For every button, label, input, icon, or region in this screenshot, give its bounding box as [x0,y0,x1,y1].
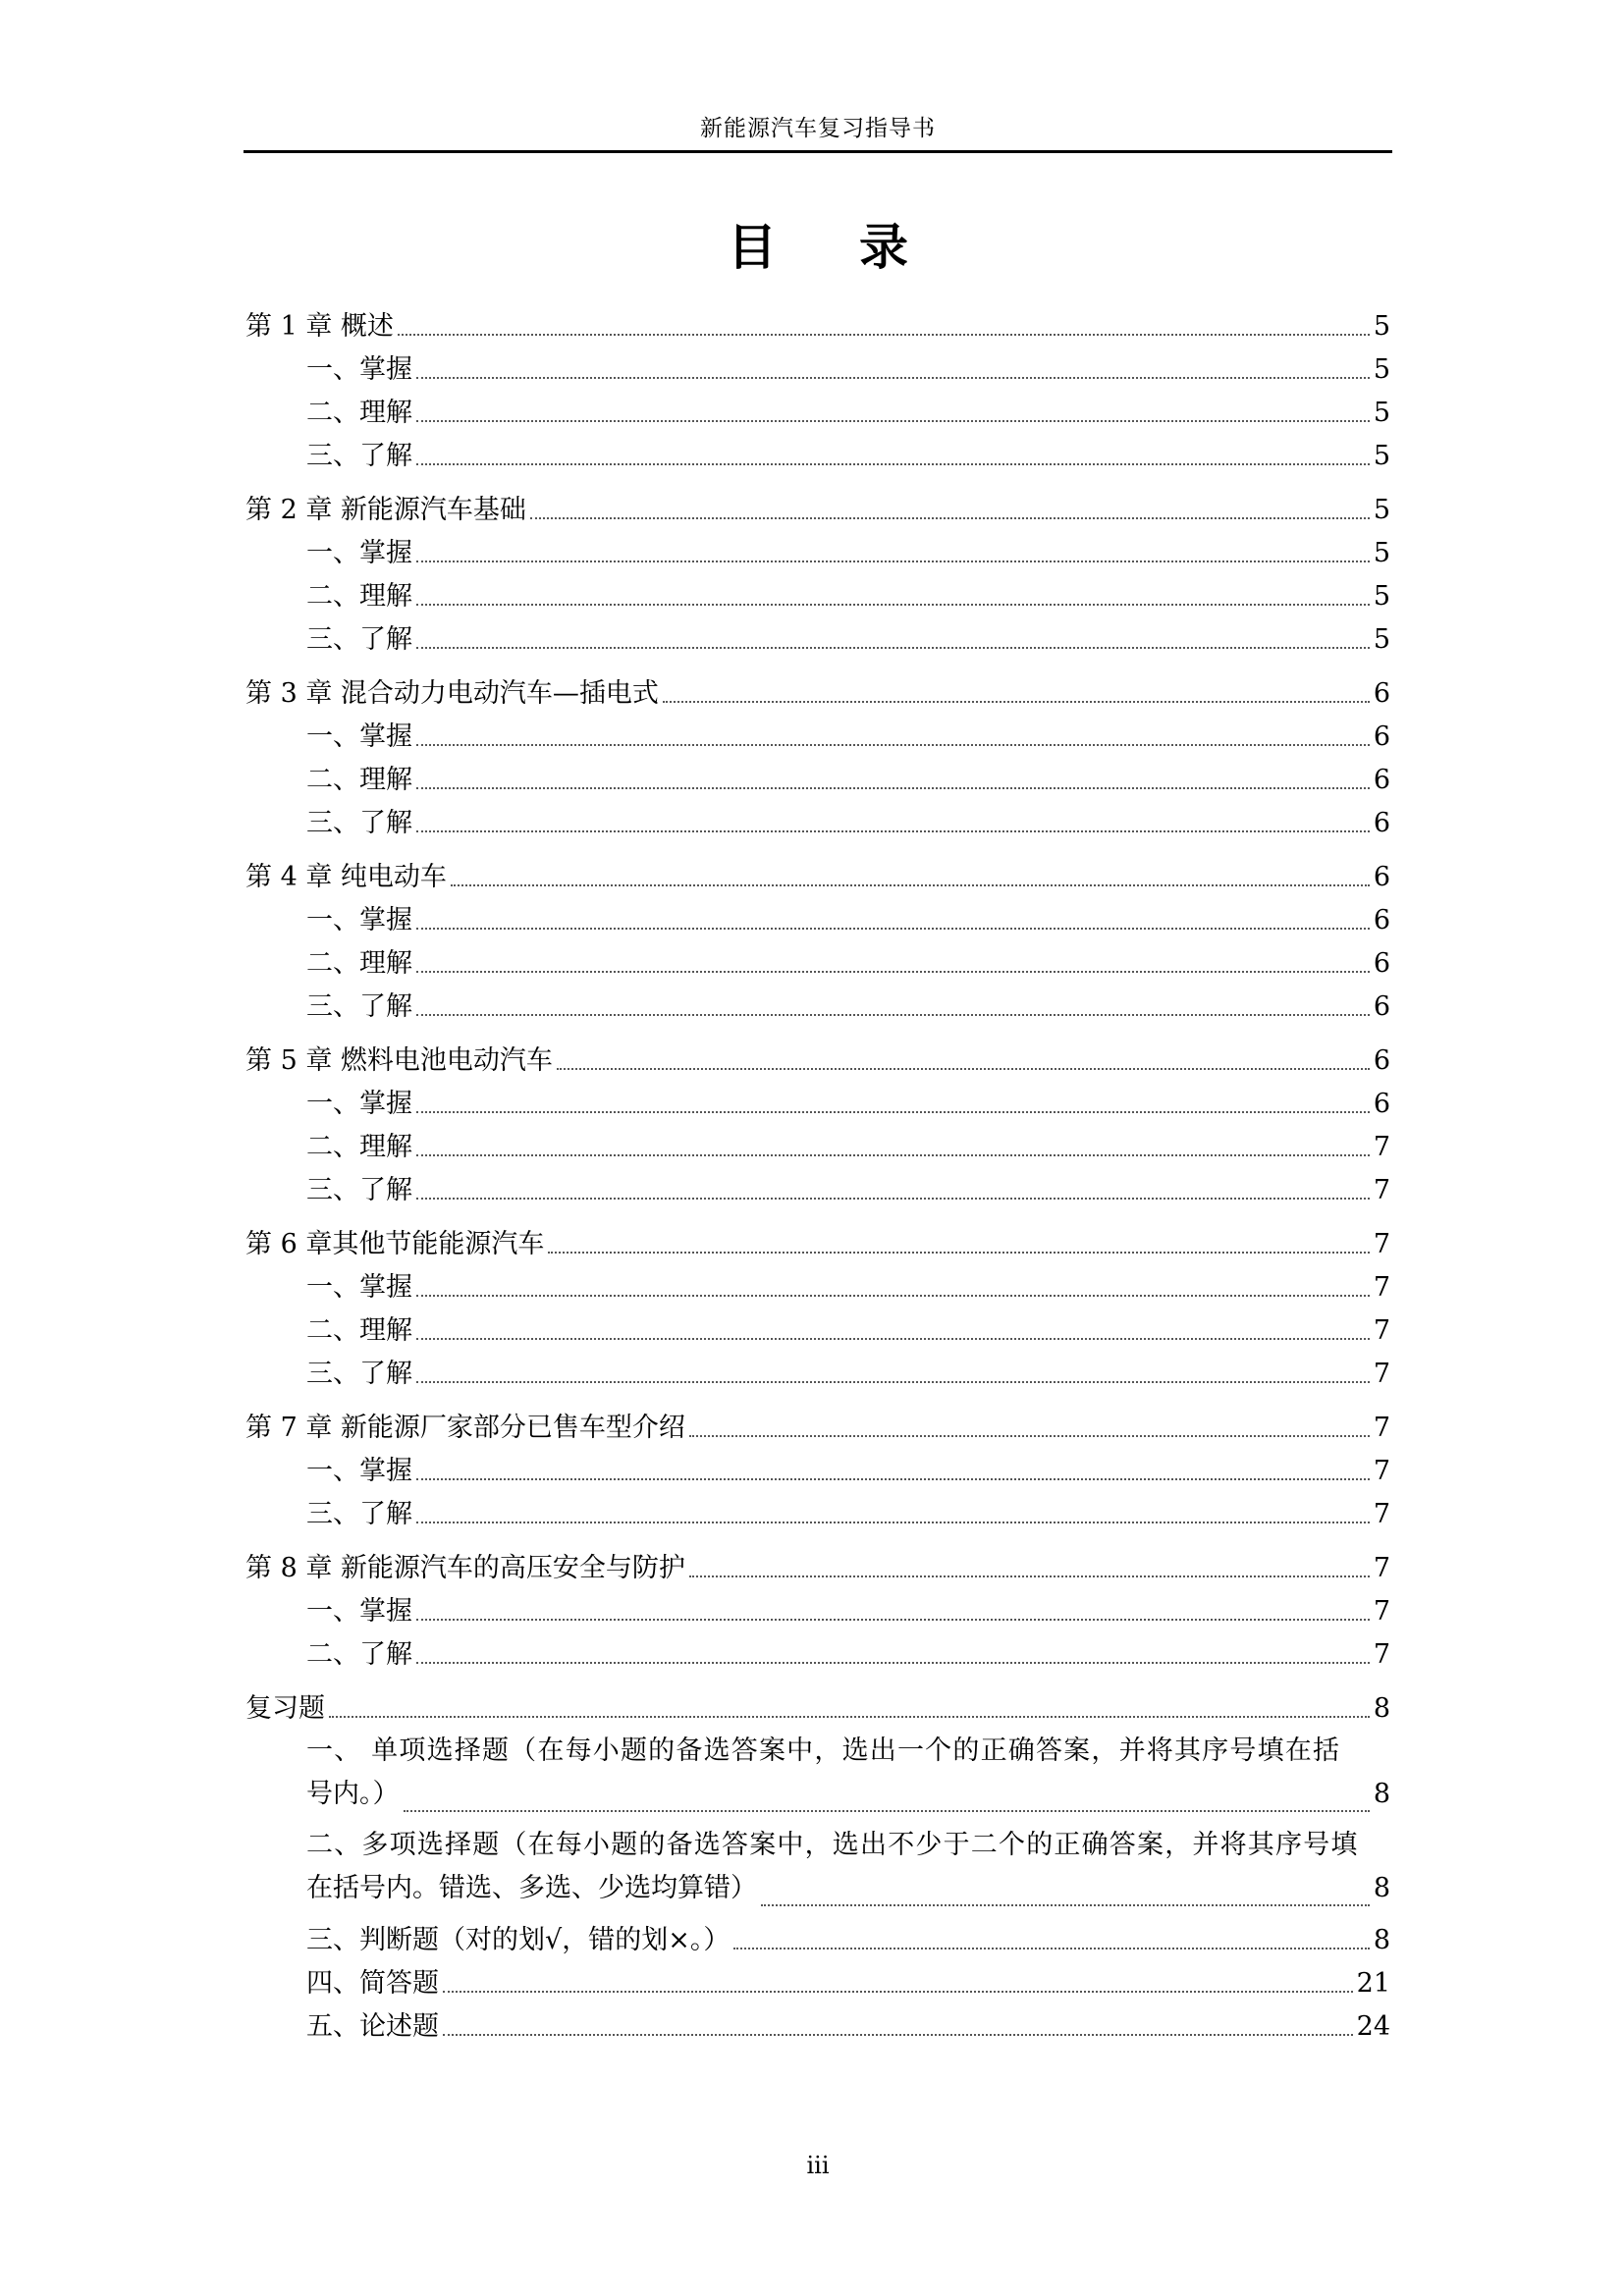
toc-entry-chapter[interactable] [245,296,1390,340]
toc-page-number: 5 [1373,495,1390,525]
toc-page-number: 7 [1373,1553,1390,1583]
toc-entry-label: 一、掌握 [306,1272,412,1303]
toc-entry-label: 一、掌握 [306,905,412,935]
toc-page-number: 6 [1373,905,1390,935]
toc-page-number: 6 [1373,721,1390,752]
toc-page-number: 7 [1373,1175,1390,1205]
toc-entry-chapter[interactable] [245,664,1390,707]
toc-entry-chapter[interactable] [245,480,1390,523]
toc-page-number: 7 [1373,1315,1390,1346]
toc-dot-leader [416,1619,1370,1621]
toc-dot-leader [443,2034,1353,2036]
toc-entry-label: 第 1 章 概述 [245,311,394,342]
toc-entry-section[interactable] [245,383,1390,426]
toc-entry-section[interactable] [245,610,1390,653]
toc-dot-leader [530,517,1370,519]
toc-page-number: 6 [1373,1045,1390,1076]
toc-dot-leader [689,1435,1370,1437]
toc-entry-chapter[interactable] [245,1398,1390,1441]
toc-page-number: 24 [1356,2011,1390,2042]
toc-dot-leader [416,1662,1370,1664]
toc-dot-leader [404,1810,1370,1812]
toc-entry-chapter[interactable] [245,1538,1390,1581]
toc-entry-label: 三、了解 [306,1359,412,1389]
toc-entry-section[interactable] [245,1074,1390,1117]
toc-entry-label: 第 8 章 新能源汽车的高压安全与防护 [245,1553,685,1583]
toc-entry-label: 二、理解 [306,948,412,979]
toc-page-number: 6 [1373,765,1390,795]
toc-entry-section[interactable] [245,1484,1390,1527]
toc-entry-label: 二、理解 [306,1315,412,1346]
toc-page-number: 5 [1373,354,1390,385]
toc-page-number: 5 [1373,398,1390,428]
toc-entry-section[interactable] [245,977,1390,1020]
toc-page-number: 8 [1373,1925,1390,1955]
toc-page-number: 7 [1373,1132,1390,1162]
toc-entry-section[interactable] [245,707,1390,750]
toc-page-number: 8 [1373,1873,1390,1903]
toc-entry-label: 三、了解 [306,991,412,1022]
toc-page-number: 6 [1373,1089,1390,1119]
toc-entry-section[interactable] [245,1581,1390,1625]
toc-page-number: 7 [1373,1359,1390,1389]
toc-dot-leader [416,1522,1370,1523]
toc-page-number: 7 [1373,1456,1390,1486]
toc-page-number: 5 [1373,581,1390,612]
toc-dot-leader [557,1068,1370,1070]
toc-dot-leader [416,971,1370,973]
toc-entry-label: 三、了解 [306,441,412,471]
toc-dot-leader [416,1338,1370,1340]
toc-entry-label: 第 7 章 新能源厂家部分已售车型介绍 [245,1413,685,1443]
toc-dot-leader [663,701,1370,703]
toc-entry-label-line1: 一、 单项选择题（在每小题的备选答案中，选出一个的正确答案，并将其序号填在括 [306,1735,1341,1766]
toc-entry-section[interactable] [245,934,1390,977]
toc-page-number: 6 [1373,948,1390,979]
toc-entry-label: 二、理解 [306,398,412,428]
toc-page-number: 6 [1373,678,1390,709]
toc-dot-leader [416,1111,1370,1113]
toc-entry-section[interactable] [245,1910,1390,1953]
toc-entry-label: 第 3 章 混合动力电动汽车—插电式 [245,678,659,709]
toc-entry-chapter[interactable] [245,1214,1390,1257]
toc-dot-leader [416,928,1370,930]
toc-entry-section[interactable] [245,1997,1390,2040]
toc-page-number: 6 [1373,808,1390,838]
toc-dot-leader [443,1991,1353,1993]
toc-entry-section[interactable] [245,1953,1390,1997]
toc-dot-leader [416,787,1370,789]
toc-page-number: 5 [1373,311,1390,342]
toc-entry-chapter[interactable] [245,1679,1390,1722]
toc-page-number: 5 [1373,441,1390,471]
header-rule [244,150,1392,153]
toc-entry-section[interactable] [245,1160,1390,1203]
toc-dot-leader [416,1478,1370,1480]
toc-dot-leader [416,561,1370,562]
toc-entry-label-line1: 二、多项选择题（在每小题的备选答案中，选出不少于二个的正确答案，并将其序号填 [306,1830,1359,1860]
toc-page-number: 6 [1373,862,1390,892]
toc-title: 目录 [728,219,991,276]
toc-page-number: 8 [1373,1693,1390,1724]
running-header: 新能源汽车复习指导书 [700,116,936,141]
page-number: iii [806,2152,830,2179]
toc-entry-label: 三、了解 [306,1499,412,1529]
toc-entry-label: 一、掌握 [306,354,412,385]
toc-entry-section[interactable] [245,1816,1390,1910]
toc-entry-label: 二、理解 [306,1132,412,1162]
toc-entry-label-line2: 号内。） [306,1779,400,1809]
toc-entry-section[interactable] [245,1344,1390,1387]
toc-entry-label: 第 5 章 燃料电池电动汽车 [245,1045,553,1076]
toc-entry-label: 一、掌握 [306,1089,412,1119]
toc-entry-section[interactable] [245,1441,1390,1484]
toc-dot-leader [548,1252,1369,1254]
toc-entry-section[interactable] [245,1722,1390,1816]
toc-entry-label: 二、理解 [306,581,412,612]
toc-page-number: 7 [1373,1596,1390,1627]
toc-page-number: 5 [1373,624,1390,655]
toc-page-number: 7 [1373,1499,1390,1529]
toc-dot-leader [416,1295,1370,1297]
toc-entry-section[interactable] [245,523,1390,566]
toc-entry-label: 一、掌握 [306,1456,412,1486]
toc-entry-label-line2: 在括号内。错选、多选、少选均算错） [306,1873,757,1903]
toc-entry-section[interactable] [245,340,1390,383]
toc-entry-label: 三、了解 [306,624,412,655]
toc-dot-leader [416,830,1370,832]
toc-page-number: 8 [1373,1779,1390,1809]
toc-entry-label: 四、简答题 [306,1968,439,1999]
toc-entry-section[interactable] [245,890,1390,934]
toc-entry-section[interactable] [245,1301,1390,1344]
toc-entry-section[interactable] [245,1257,1390,1301]
toc-page-number: 5 [1373,538,1390,568]
toc-entry-chapter[interactable] [245,847,1390,890]
toc-dot-leader [416,420,1370,422]
toc-dot-leader [451,884,1370,886]
toc-dot-leader [416,647,1370,649]
toc-entry-section[interactable] [245,426,1390,469]
toc-dot-leader [416,1381,1370,1383]
toc-dot-leader [329,1716,1370,1718]
toc-dot-leader [416,744,1370,746]
toc-dot-leader [689,1575,1370,1577]
toc-page-number: 21 [1356,1968,1390,1999]
toc-page-number: 7 [1373,1229,1390,1259]
toc-dot-leader [398,334,1370,336]
toc-entry-label: 三、了解 [306,808,412,838]
toc-dot-leader [416,1198,1370,1200]
toc-page-number: 6 [1373,991,1390,1022]
toc-entry-label: 二、了解 [306,1639,412,1670]
toc-dot-leader [416,463,1370,465]
toc-entry-label: 五、论述题 [306,2011,439,2042]
toc-entry-label: 一、掌握 [306,721,412,752]
toc-page-number: 7 [1373,1639,1390,1670]
toc-entry-label: 第 2 章 新能源汽车基础 [245,495,526,525]
toc-entry-section[interactable] [245,1117,1390,1160]
toc-entry-label: 复习题 [245,1693,325,1724]
table-of-contents [245,296,1390,2040]
toc-entry-section[interactable] [245,566,1390,610]
toc-entry-label: 三、判断题（对的划√，错的划×。） [306,1925,731,1955]
toc-entry-chapter[interactable] [245,1031,1390,1074]
toc-entry-label: 一、掌握 [306,1596,412,1627]
toc-entry-section[interactable] [245,793,1390,836]
toc-entry-section[interactable] [245,1625,1390,1668]
toc-entry-label: 第 6 章其他节能能源汽车 [245,1229,545,1259]
toc-page-number: 7 [1373,1272,1390,1303]
toc-entry-label: 第 4 章 纯电动车 [245,862,447,892]
toc-dot-leader [416,1154,1370,1156]
toc-entry-section[interactable] [245,750,1390,793]
toc-dot-leader [733,1948,1369,1949]
toc-entry-label: 一、掌握 [306,538,412,568]
toc-entry-label: 二、理解 [306,765,412,795]
toc-page-number: 7 [1373,1413,1390,1443]
toc-dot-leader [416,377,1370,379]
toc-dot-leader [761,1904,1370,1906]
toc-entry-label: 三、了解 [306,1175,412,1205]
toc-dot-leader [416,1014,1370,1016]
toc-dot-leader [416,604,1370,606]
